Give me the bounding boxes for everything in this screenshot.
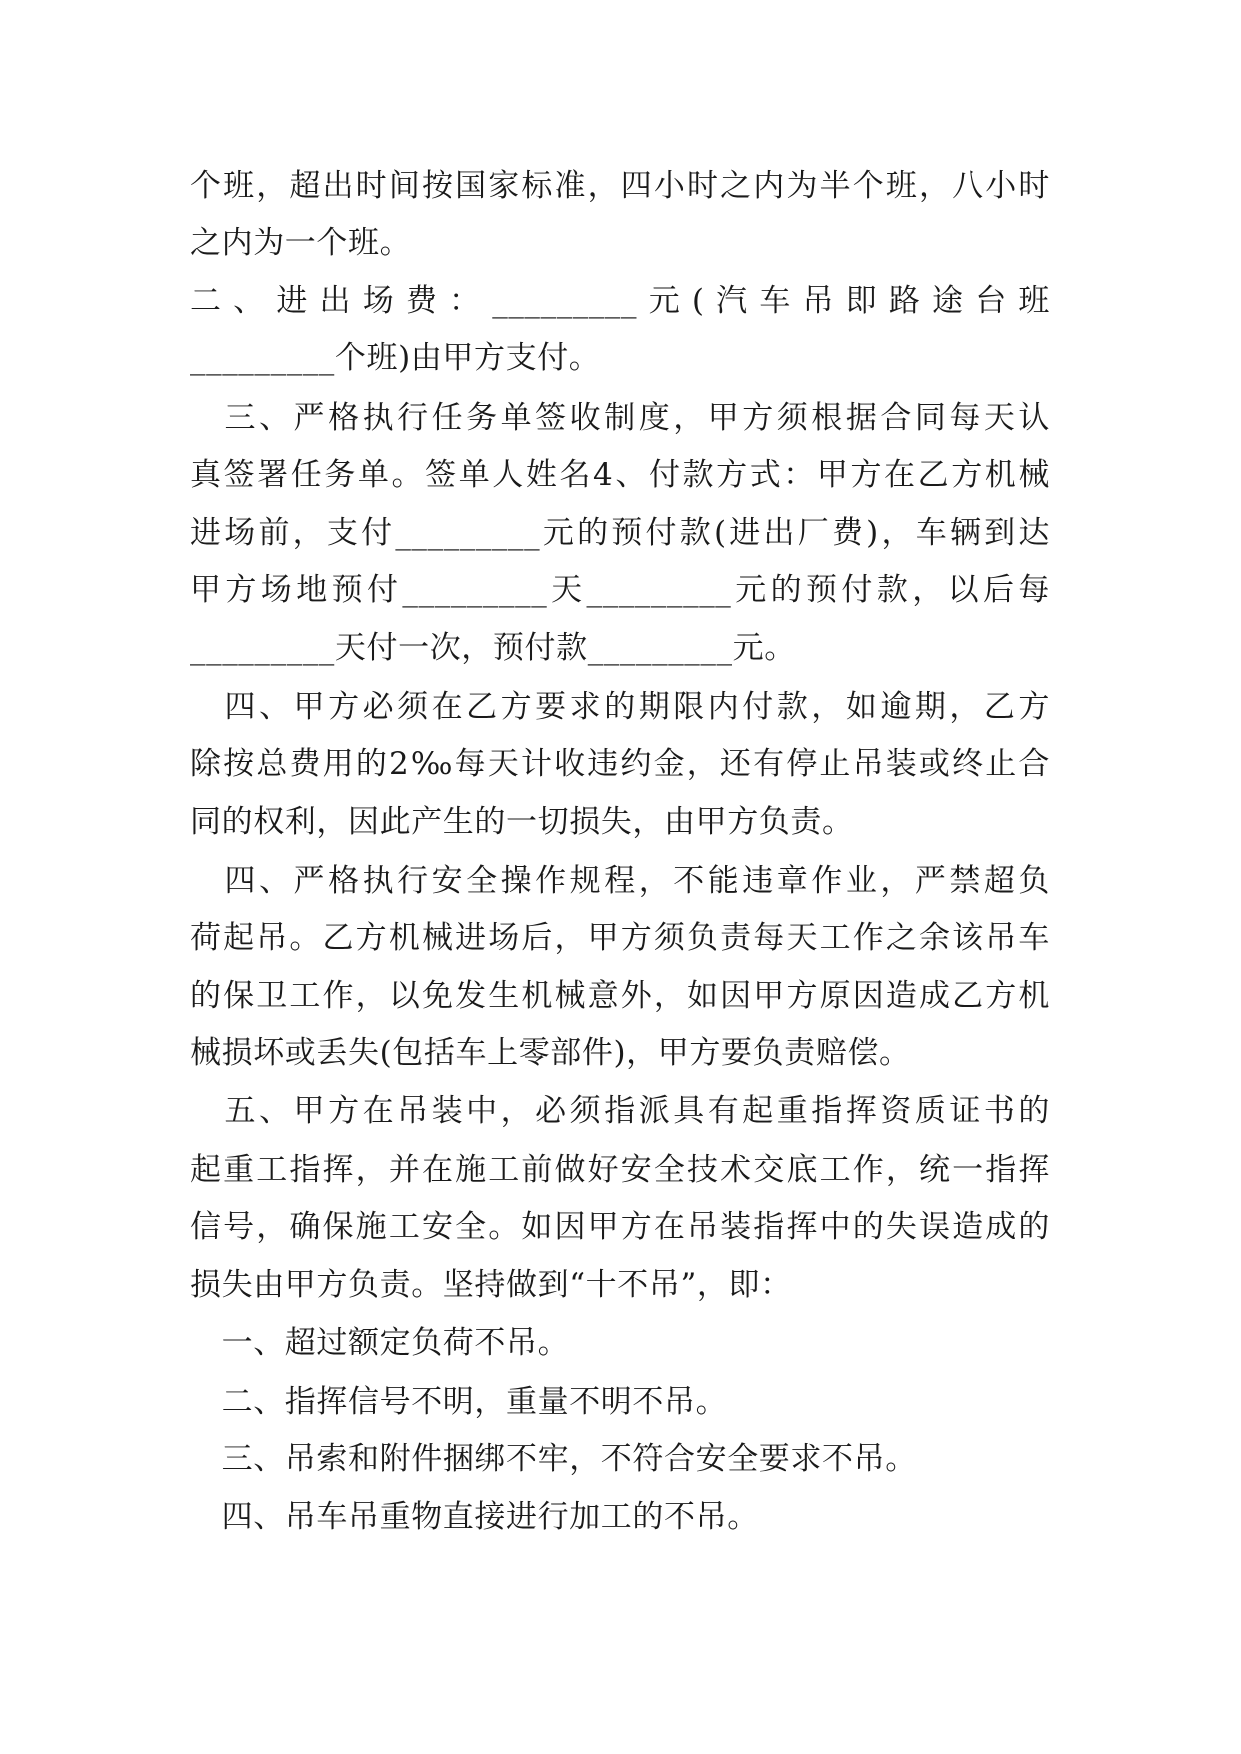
- text-line: 之内为一个班。: [190, 225, 412, 261]
- text-line: 五、甲方在吊装中，必须指派具有起重指挥资质证书的: [190, 1093, 1050, 1129]
- text-line: 四、吊车吊重物直接进行加工的不吊。: [190, 1499, 759, 1535]
- text-line: 进场前，支付_________元的预付款(进出厂费)，车辆到达: [190, 515, 1050, 551]
- text-line: 二、进出场费：_________元(汽车吊即路途台班: [190, 283, 1050, 319]
- text-line: 四、严格执行安全操作规程，不能违章作业，严禁超负: [190, 863, 1050, 899]
- text-line: 损失由甲方负责。坚持做到“十不吊”，即：: [190, 1267, 792, 1303]
- text-line: 信号，确保施工安全。如因甲方在吊装指挥中的失误造成的: [190, 1209, 1050, 1245]
- text-line: 二、指挥信号不明，重量不明不吊。: [190, 1384, 728, 1420]
- text-line: 三、严格执行任务单签收制度，甲方须根据合同每天认: [190, 400, 1050, 436]
- text-line: 三、吊索和附件捆绑不牢，不符合安全要求不吊。: [190, 1441, 917, 1477]
- text-line: 的保卫工作，以免发生机械意外，如因甲方原因造成乙方机: [190, 978, 1050, 1014]
- text-line: 一、超过额定负荷不吊。: [190, 1325, 570, 1361]
- text-line: 荷起吊。乙方机械进场后，甲方须负责每天工作之余该吊车: [190, 920, 1050, 956]
- text-line: _________天付一次，预付款_________元。: [190, 630, 796, 666]
- text-line: 甲方场地预付_________天_________元的预付款，以后每: [190, 572, 1050, 608]
- text-line: 四、甲方必须在乙方要求的期限内付款，如逾期，乙方: [190, 689, 1050, 725]
- text-line: 除按总费用的2‰每天计收违约金，还有停止吊装或终止合: [190, 746, 1050, 782]
- text-line: 个班，超出时间按国家标准，四小时之内为半个班，八小时: [190, 168, 1050, 204]
- text-line: 起重工指挥，并在施工前做好安全技术交底工作，统一指挥: [190, 1152, 1050, 1188]
- text-line: 真签署任务单。签单人姓名4、付款方式：甲方在乙方机械: [190, 457, 1050, 493]
- text-line: 械损坏或丢失(包括车上零部件)，甲方要负责赔偿。: [190, 1035, 911, 1071]
- text-line: 同的权利，因此产生的一切损失，由甲方负责。: [190, 804, 854, 840]
- text-line: _________个班)由甲方支付。: [190, 340, 601, 376]
